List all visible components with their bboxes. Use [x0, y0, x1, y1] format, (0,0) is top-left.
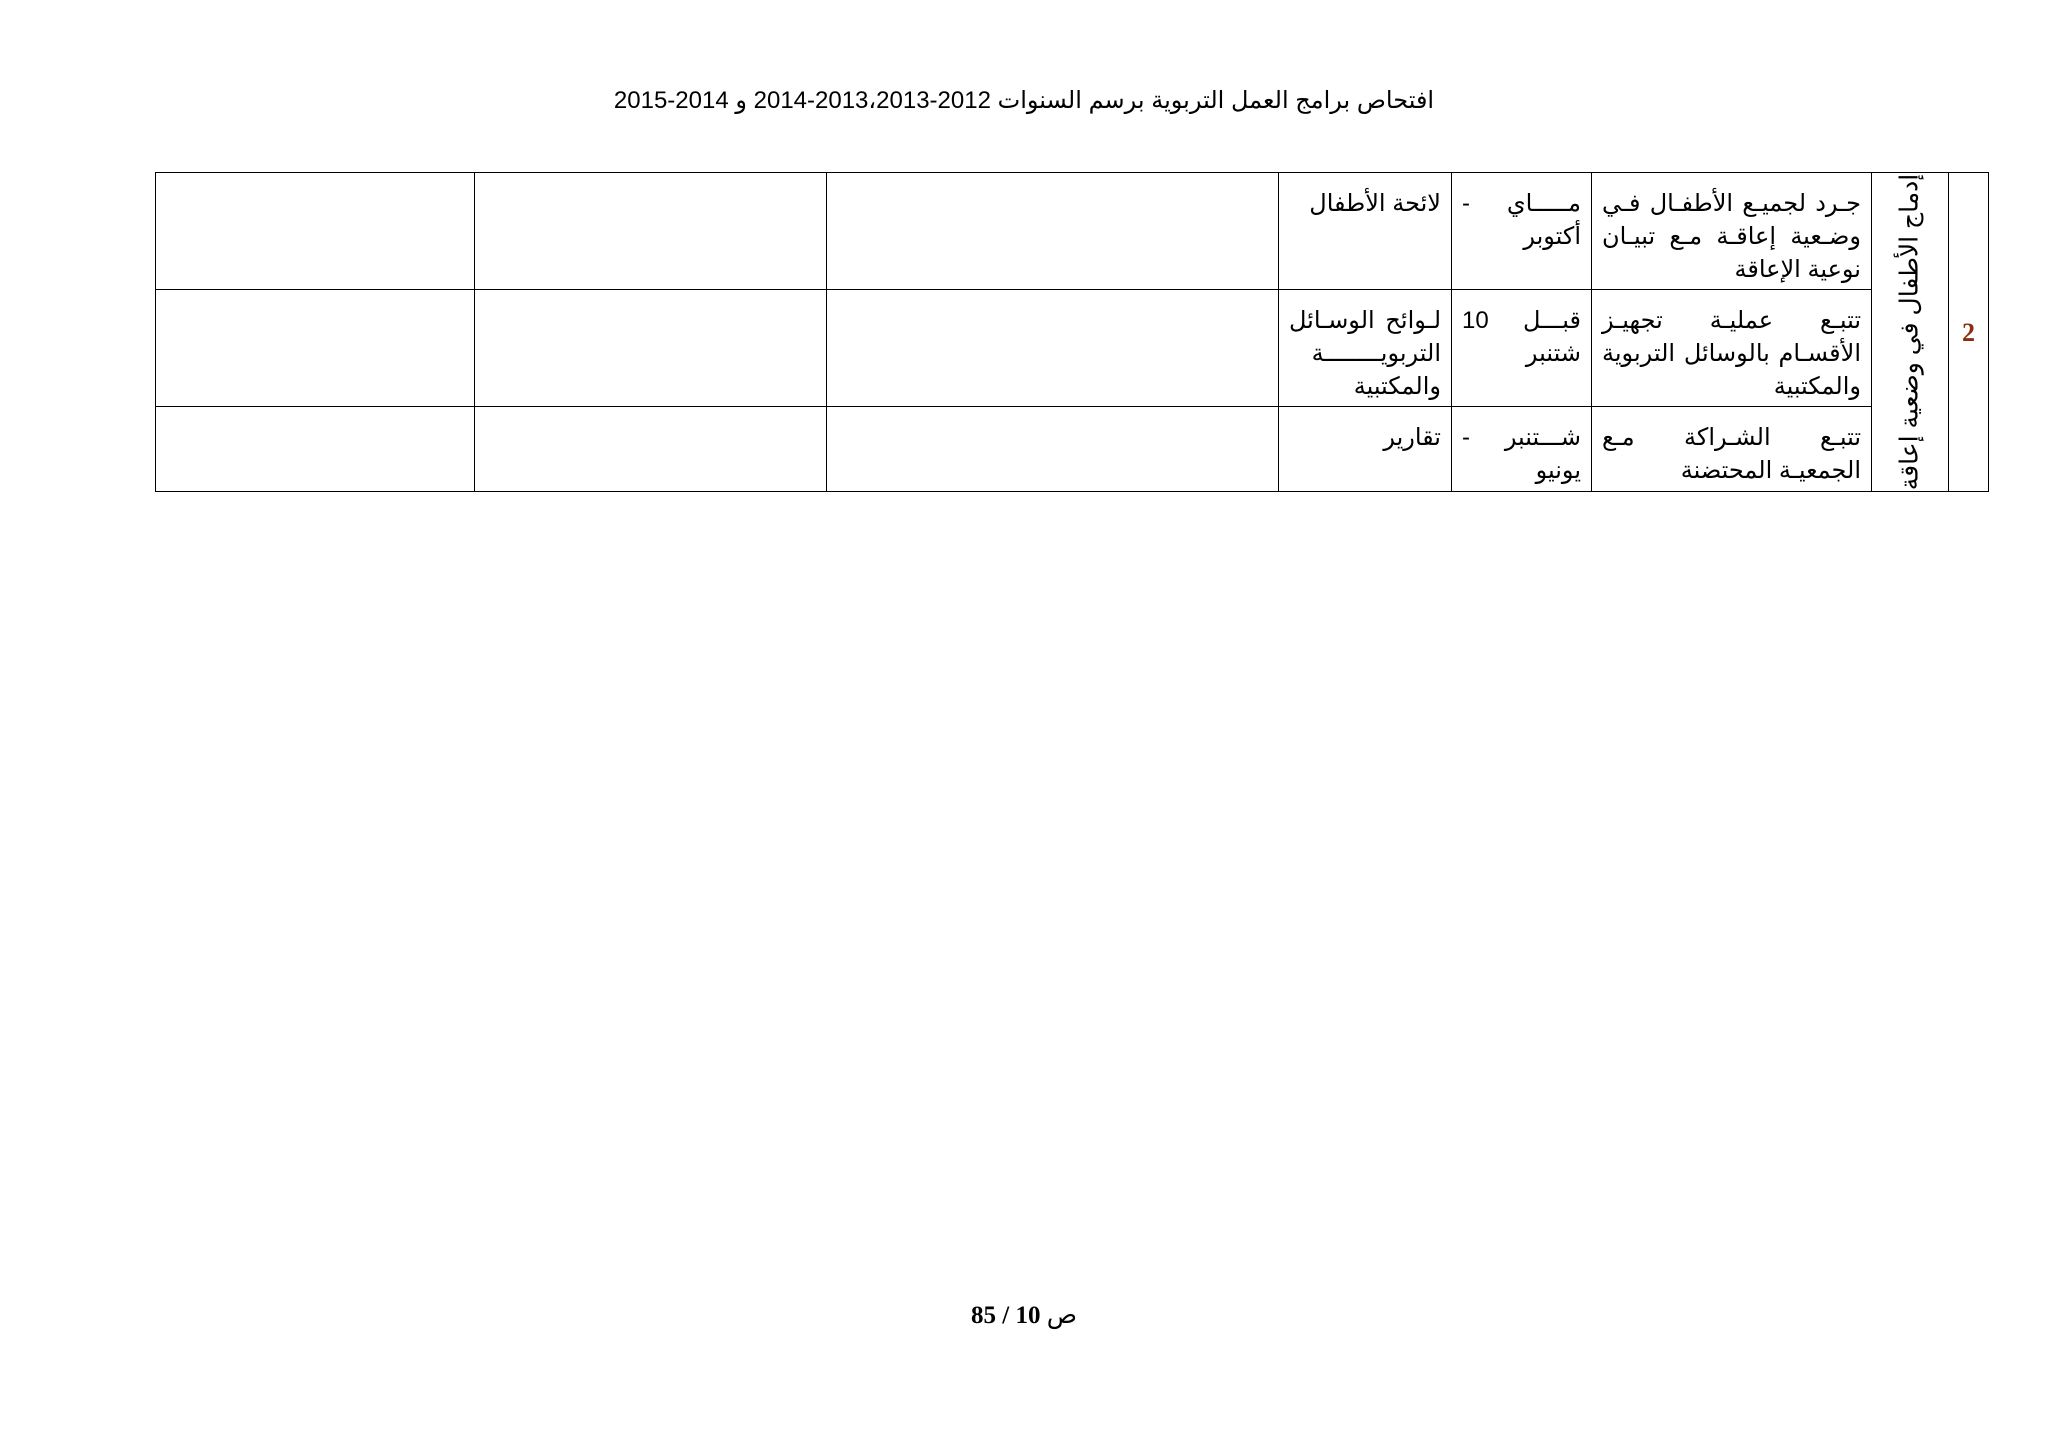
table-row [156, 407, 1989, 492]
page-prefix: ص [1046, 1302, 1077, 1329]
output-cell: لائحة الأطفال [1279, 173, 1452, 290]
action-plan-table [155, 172, 1989, 492]
output-cell: تقارير [1279, 407, 1452, 492]
empty-cell [827, 407, 1279, 492]
action-cell: جـرد لجميـع الأطفـال فـي وضـعية إعاقـة مـع تبيـان نوعية الإعاقة [1592, 173, 1872, 290]
empty-cell [475, 290, 827, 407]
empty-cell [156, 290, 475, 407]
period-cell: مـــــاي - أكتوبر [1452, 173, 1592, 290]
domain-label: إدماج الأطفال في وضعية إعاقة [1895, 173, 1924, 491]
action-cell: تتبـع الشـراكة مـع الجمعيـة المحتضنة [1592, 407, 1872, 492]
row-number-cell: 2 [1949, 173, 1989, 492]
table-row [156, 173, 1989, 290]
empty-cell [475, 407, 827, 492]
action-cell: تتبـع عمليـة تجهيـز الأقسـام بالوسائل التربوية والمكتبية [1592, 290, 1872, 407]
page-title: افتحاص برامج العمل التربوية برسم السنوات 2012-2013،2013-2014 و 2014-2015 [613, 87, 1435, 114]
empty-cell [827, 173, 1279, 290]
domain-cell [1872, 173, 1949, 492]
empty-cell [827, 290, 1279, 407]
output-cell: لـوائح الوسـائل التربويــــــــة والمكتبية [1279, 290, 1452, 407]
page-separator: / [1002, 1302, 1010, 1329]
empty-cell [156, 407, 475, 492]
page-number [0, 1300, 2048, 1330]
empty-cell [475, 173, 827, 290]
page-current: 10 [1015, 1302, 1041, 1329]
table-row [156, 290, 1989, 407]
period-cell: قبـــل 10 شتنبر [1452, 290, 1592, 407]
page-total: 85 [971, 1302, 997, 1329]
period-cell: شـــتنبر - يونيو [1452, 407, 1592, 492]
empty-cell [156, 173, 475, 290]
